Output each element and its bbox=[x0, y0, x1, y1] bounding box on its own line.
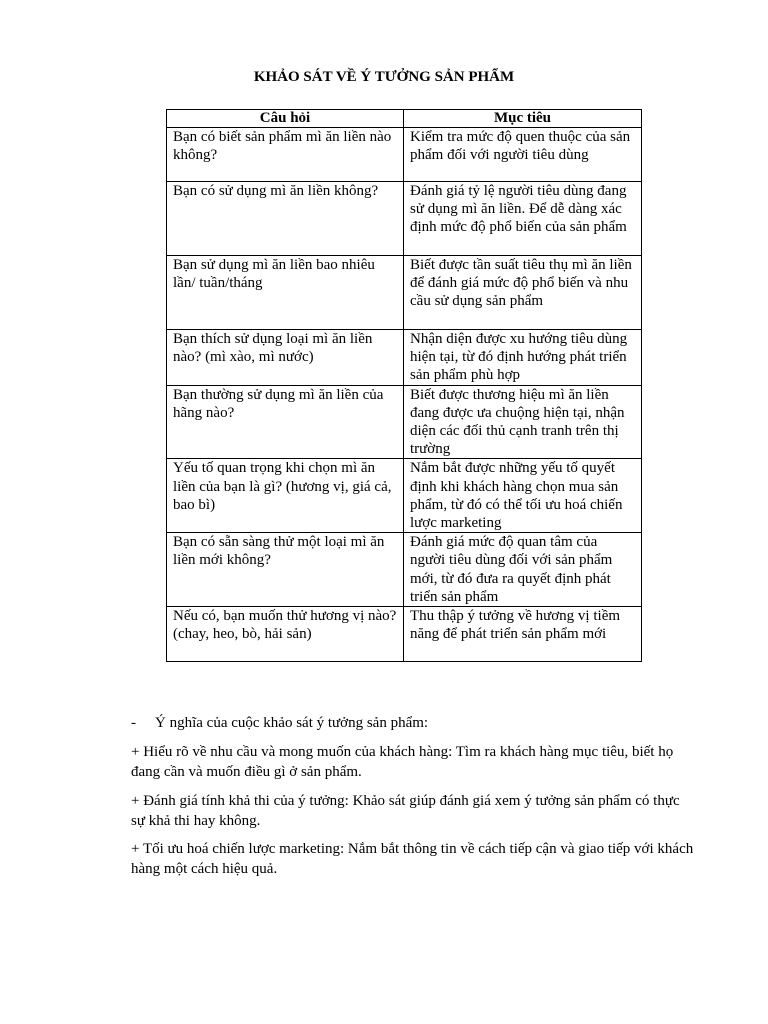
column-header-question: Câu hỏi bbox=[167, 110, 404, 128]
bullet-dash: - bbox=[131, 715, 136, 731]
table-row bbox=[167, 533, 642, 607]
question-cell: Bạn thích sử dụng loại mì ăn liền nào? (mì xào, mì nước) bbox=[167, 330, 404, 386]
bullet-text: Ý nghĩa của cuộc khảo sát ý tưởng sản phẩm: bbox=[155, 715, 429, 731]
question-cell: Nếu có, bạn muốn thử hương vị nào? (chay, heo, bò, hải sản) bbox=[167, 607, 404, 662]
goal-cell: Kiểm tra mức độ quen thuộc của sản phẩm đối với người tiêu dùng bbox=[404, 128, 642, 182]
table-row bbox=[167, 128, 642, 182]
goal-cell: Thu thập ý tưởng về hương vị tiềm năng để phát triển sản phẩm mới bbox=[404, 607, 642, 662]
question-cell: Bạn có sẵn sàng thử một loại mì ăn liền mới không? bbox=[167, 533, 404, 607]
paragraph-feasibility: + Đánh giá tính khả thi của ý tưởng: Khảo sát giúp đánh giá xem ý tưởng sản phẩm có thực sự khả thi hay không. bbox=[131, 793, 680, 829]
question-cell: Bạn có biết sản phẩm mì ăn liền nào không? bbox=[167, 128, 404, 182]
question-cell: Bạn có sử dụng mì ăn liền không? bbox=[167, 182, 404, 256]
table-row bbox=[167, 182, 642, 256]
goal-cell: Đánh giá mức độ quan tâm của người tiêu dùng đối với sản phẩm mới, từ đó đưa ra quyết định phát triển sản phẩm bbox=[404, 533, 642, 607]
paragraph-marketing: + Tối ưu hoá chiến lược marketing: Nắm bắt thông tin về cách tiếp cận và giao tiếp với khách hàng một cách hiệu quả. bbox=[131, 841, 694, 877]
goal-cell: Nhận diện được xu hướng tiêu dùng hiện tại, từ đó định hướng phát triển sản phẩm phù hợp bbox=[404, 330, 642, 386]
survey-table bbox=[166, 109, 642, 662]
table-row bbox=[167, 459, 642, 533]
goal-cell: Biết được tần suất tiêu thụ mì ăn liền để đánh giá mức độ phổ biến và nhu cầu sử dụng sản phẩm bbox=[404, 256, 642, 330]
document-title: KHẢO SÁT VỀ Ý TƯỞNG SẢN PHẨM bbox=[253, 69, 515, 85]
goal-cell: Biết được thương hiệu mì ăn liền đang được ưa chuộng hiện tại, nhận diện các đối thủ cạnh tranh trên thị trường bbox=[404, 385, 642, 459]
table-row bbox=[167, 607, 642, 662]
question-cell: Bạn thường sử dụng mì ăn liền của hãng nào? bbox=[167, 385, 404, 459]
goal-cell: Nắm bắt được những yếu tố quyết định khi khách hàng chọn mua sản phẩm, từ đó có thể tối ưu hoá chiến lược marketing bbox=[404, 459, 642, 533]
question-cell: Yếu tố quan trọng khi chọn mì ăn liền của bạn là gì? (hương vị, giá cả, bao bì) bbox=[167, 459, 404, 533]
question-cell: Bạn sử dụng mì ăn liền bao nhiêu lần/ tuần/tháng bbox=[167, 256, 404, 330]
table-row bbox=[167, 385, 642, 459]
significance-bullet bbox=[131, 714, 696, 734]
column-header-goal: Mục tiêu bbox=[404, 110, 642, 128]
goal-cell: Đánh giá tỷ lệ người tiêu dùng đang sử dụng mì ăn liền. Để dễ dàng xác định mức độ phổ biến của sản phẩm bbox=[404, 182, 642, 256]
paragraph-customer-needs: + Hiểu rõ về nhu cầu và mong muốn của khách hàng: Tìm ra khách hàng mục tiêu, biết họ đang cần và muốn điều gì ở sản phẩm. bbox=[131, 744, 674, 780]
table-row bbox=[167, 330, 642, 386]
table-row bbox=[167, 256, 642, 330]
table-header-row bbox=[167, 110, 642, 128]
